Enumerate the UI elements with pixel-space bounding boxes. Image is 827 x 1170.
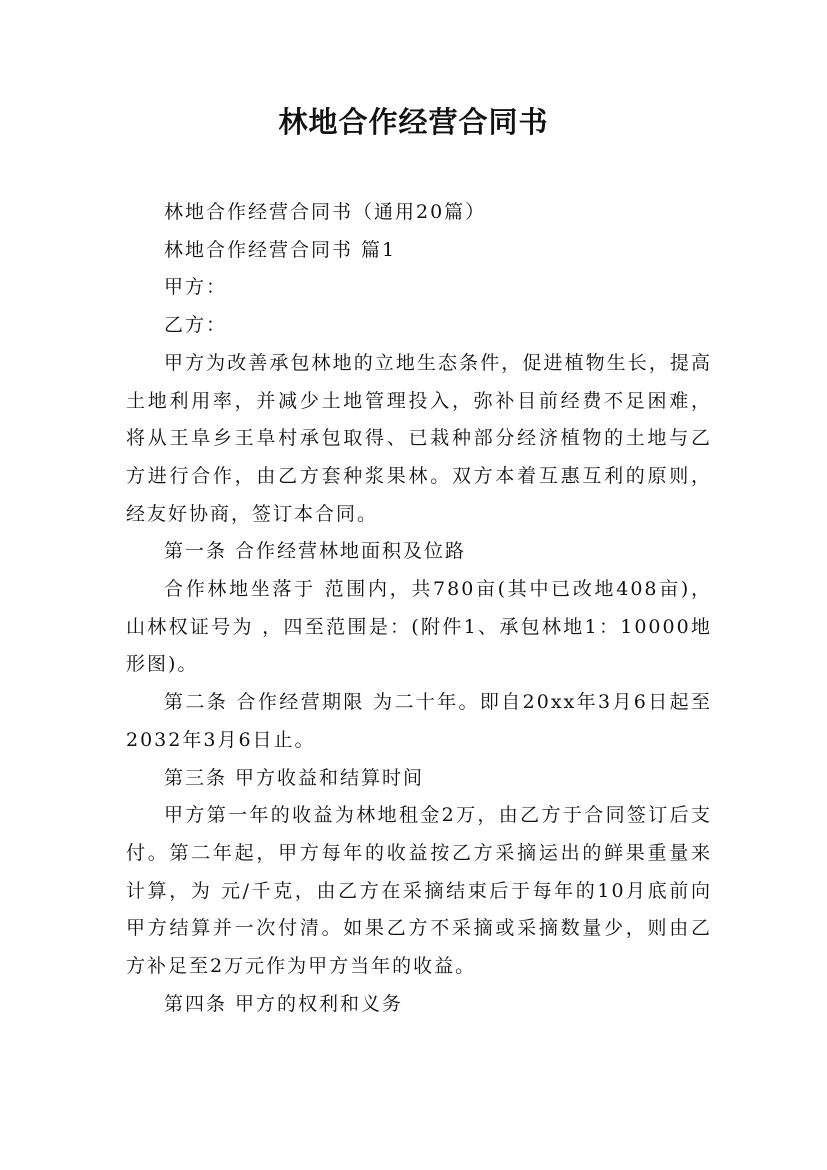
paragraph-article-2: 第二条 合作经营期限 为二十年。即自20xx年3月6日起至2032年3月6日止。	[126, 691, 712, 751]
document-title: 林地合作经营合同书	[278, 105, 549, 139]
document-body	[126, 194, 712, 1023]
paragraph-party-b: 乙方：	[164, 314, 228, 337]
paragraph-party-a: 甲方：	[164, 276, 228, 299]
paragraph-subtitle: 林地合作经营合同书（通用20篇）	[164, 201, 487, 223]
paragraph-article-3-heading: 第三条 甲方收益和结算时间	[164, 766, 425, 789]
paragraph-section-heading: 林地合作经营合同书 篇1	[164, 238, 397, 261]
paragraph-article-3-body: 甲方第一年的收益为林地租金2万，由乙方于合同签订后支付。第二年起，甲方每年的收益按乙方采摘运出的鲜果重量来计算，为 元/千克，由乙方在采摘结束后于每年的10月底前向甲方结算并一次付清。如果乙方不采摘或采摘数量少，则由乙方补足至2万元作为甲方当年的收益。	[126, 804, 712, 978]
paragraph-article-1-heading: 第一条 合作经营林地面积及位路	[164, 540, 467, 563]
paragraph-preamble: 甲方为改善承包林地的立地生态条件，促进植物生长，提高土地利用率，并减少土地管理投入，弥补目前经费不足困难，将从王阜乡王阜村承包取得、已栽种部分经济植物的土地与乙方进行合作，由乙方套种浆果林。双方本着互惠互利的原则，经友好协商，签订本合同。	[126, 351, 712, 525]
paragraph-article-4-heading: 第四条 甲方的权利和义务	[164, 992, 404, 1015]
paragraph-article-1-body: 合作林地坐落于 范围内，共780亩(其中已改地408亩)，山林权证号为 ，四至范围是：(附件1、承包林地1：10000地形图)。	[126, 578, 712, 676]
